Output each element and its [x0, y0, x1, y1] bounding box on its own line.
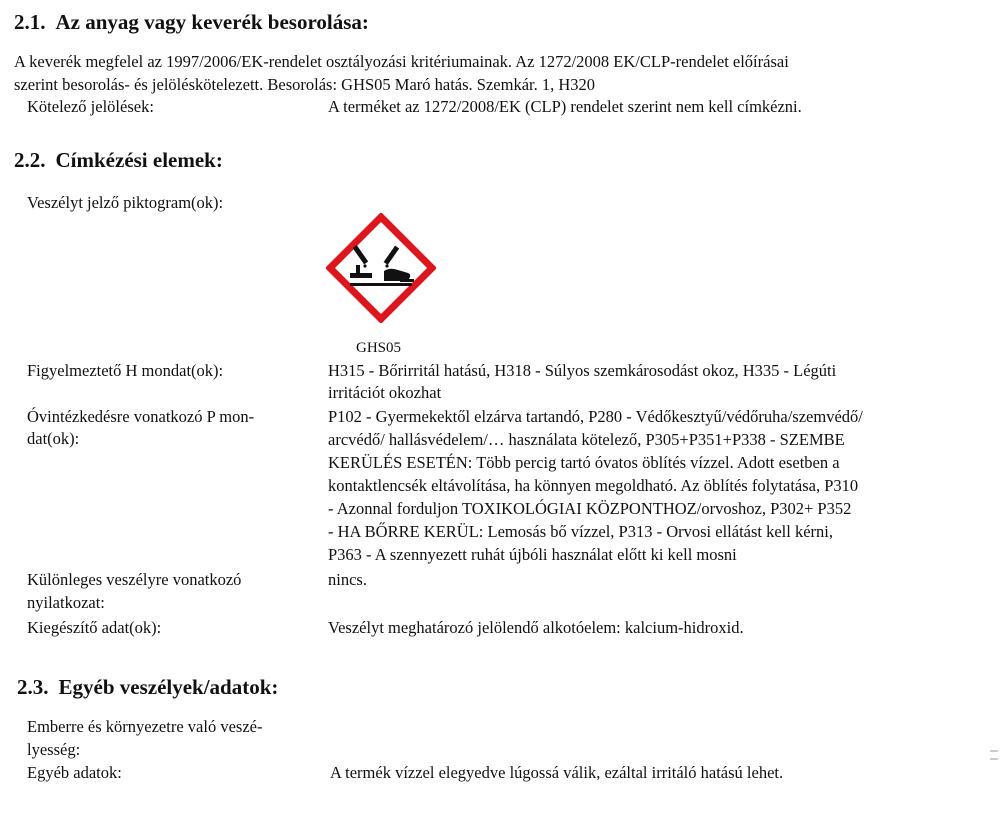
other-data-value: A termék vízzel elegyedve lúgossá válik, ezáltal irritáló hatású lehet. — [330, 763, 784, 782]
h-statements-label: Figyelmeztető H mondat(ok): — [27, 361, 224, 380]
env-hazard-label-line-2: lyesség: — [27, 740, 81, 759]
h-statements-line-2: irritációt okozhat — [328, 383, 442, 402]
p-statements-line-5: - Azonnal forduljon TOXIKOLÓGIAI KÖZPONTHOZ/orvoshoz, P302+ P352 — [328, 499, 852, 518]
section-2-3-heading — [17, 675, 278, 700]
pictogram-code: GHS05 — [356, 340, 402, 356]
special-hazard-value: nincs. — [328, 570, 367, 589]
special-hazard-label-line-2: nyilatkozat: — [27, 593, 105, 612]
p-statements-line-1: P102 - Gyermekektől elzárva tartandó, P280 - Védőkesztyű/védőruha/szemvédő/ — [328, 407, 863, 426]
section-title: Egyéb veszélyek/adatok: — [58, 675, 279, 699]
other-data-label: Egyéb adatok: — [27, 763, 122, 782]
p-statements-line-2: arcvédő/ hallásvédelem/… használata kötelező, P305+P351+P338 - SZEMBE — [328, 430, 845, 449]
section-2-1-heading — [14, 10, 369, 35]
supplementary-info-value: Veszélyt meghatározó jelölendő alkotóelem: kalcium-hidroxid. — [328, 618, 744, 637]
env-hazard-label-line-1: Emberre és környezetre való veszé- — [27, 717, 263, 736]
p-statements-label-line-1: Óvintézkedésre vonatkozó P mon- — [27, 407, 255, 426]
classification-paragraph-line-1: A keverék megfelel az 1997/2006/EK-rendelet osztályozási kritériumainak. Az 1272/2008 EK/CLP-rendelet előírásai — [14, 52, 789, 71]
p-statements-line-4: kontaktlencsék eltávolítása, ha könnyen megoldható. Az öblítés folytatása, P310 — [328, 476, 859, 495]
p-statements-line-3: KERÜLÉS ESETÉN: Több percig tartó óvatos öblítés vízzel. Adott esetben a — [328, 453, 840, 472]
p-statements-label-line-2: dat(ok): — [27, 429, 80, 448]
special-hazard-label-line-1: Különleges veszélyre vonatkozó — [27, 570, 242, 589]
section-number: 2.1. — [14, 10, 46, 34]
section-number: 2.3. — [17, 675, 49, 699]
ghs05-corrosion-icon — [326, 213, 436, 323]
pictogram-label: Veszélyt jelző piktogram(ok): — [27, 193, 224, 212]
mandatory-labels-label: Kötelező jelölések: — [27, 97, 154, 116]
classification-paragraph-line-2: szerint besorolás- és jelöléskötelezett. Besorolás: GHS05 Maró hatás. Szemkár. 1, H320 — [14, 75, 596, 94]
h-statements-line-1: H315 - Bőrirritál hatású, H318 - Súlyos szemkárosodást okoz, H335 - Légúti — [328, 361, 837, 380]
page-edge-mark — [988, 748, 998, 762]
section-2-2-heading — [14, 148, 223, 173]
section-number: 2.2. — [14, 148, 46, 172]
mandatory-labels-value: A terméket az 1272/2008/EK (CLP) rendelet szerint nem kell címkézni. — [328, 97, 802, 116]
p-statements-line-7: P363 - A szennyezett ruhát újbóli használat előtt ki kell mosni — [328, 545, 737, 564]
section-title: Az anyag vagy keverék besorolása: — [55, 10, 369, 34]
p-statements-line-6: - HA BŐRRE KERÜL: Lemosás bő vízzel, P313 - Orvosi ellátást kell kérni, — [328, 522, 834, 541]
section-title: Címkézési elemek: — [55, 148, 223, 172]
supplementary-info-label: Kiegészítő adat(ok): — [27, 618, 162, 637]
